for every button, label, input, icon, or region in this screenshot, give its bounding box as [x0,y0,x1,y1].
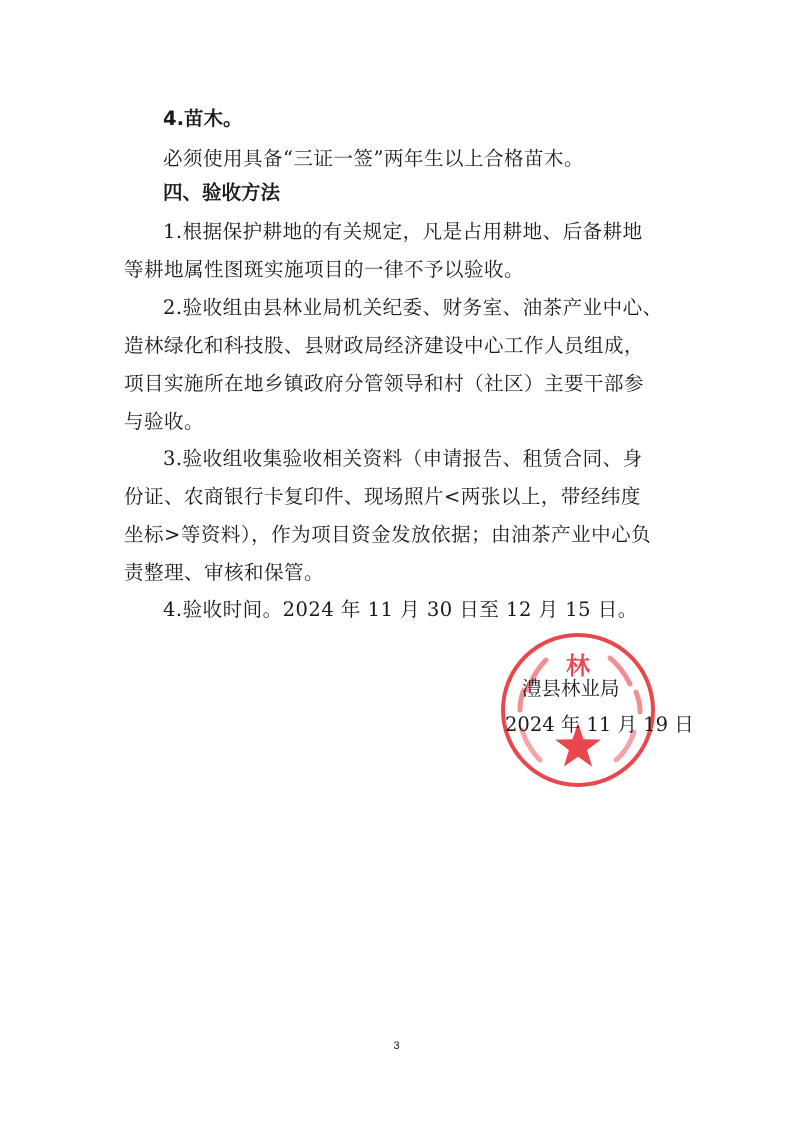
page-number: 3 [393,1040,400,1052]
item-1-line-2: 等耕地属性图斑实施项目的一律不予以验收。 [124,258,525,281]
item-2-line-4: 与验收。 [124,410,205,433]
item-3-line-2: 份证、农商银行卡复印件、现场照片<两张以上，带经纬度 [124,485,641,508]
item-2-line-1: 2.验收组由县林业局机关纪委、财务室、油茶产业中心、 [163,296,663,319]
item-4-line-1: 4.验收时间。2024 年 11 月 30 日至 12 月 15 日。 [163,598,638,621]
svg-text:林: 林 [566,652,590,680]
item-3-line-1: 3.验收组收集验收相关资料（申请报告、租赁合同、身 [163,447,643,470]
official-seal-icon [498,630,658,790]
item-1-line-1: 1.根据保护耕地的有关规定，凡是占用耕地、后备耕地 [163,220,643,243]
item-3-line-4: 责整理、审核和保管。 [124,561,325,584]
item-3-line-3: 坐标>等资料），作为项目资金发放依据；由油茶产业中心负 [124,523,652,546]
item-2-line-2: 造林绿化和科技股、县财政局经济建设中心工作人员组成， [124,334,645,357]
seedlings-text: 必须使用具备“三证一签”两年生以上合格苗木。 [163,147,584,170]
signature-org: 澧县林业局 [522,677,620,700]
signature-date: 2024 年 11 月 19 日 [505,713,694,736]
heading-acceptance-methods: 四、验收方法 [163,181,281,204]
item-2-line-3: 项目实施所在地乡镇政府分管领导和村（社区）主要干部参 [124,372,645,395]
heading-seedlings: 4.苗木。 [163,107,243,130]
